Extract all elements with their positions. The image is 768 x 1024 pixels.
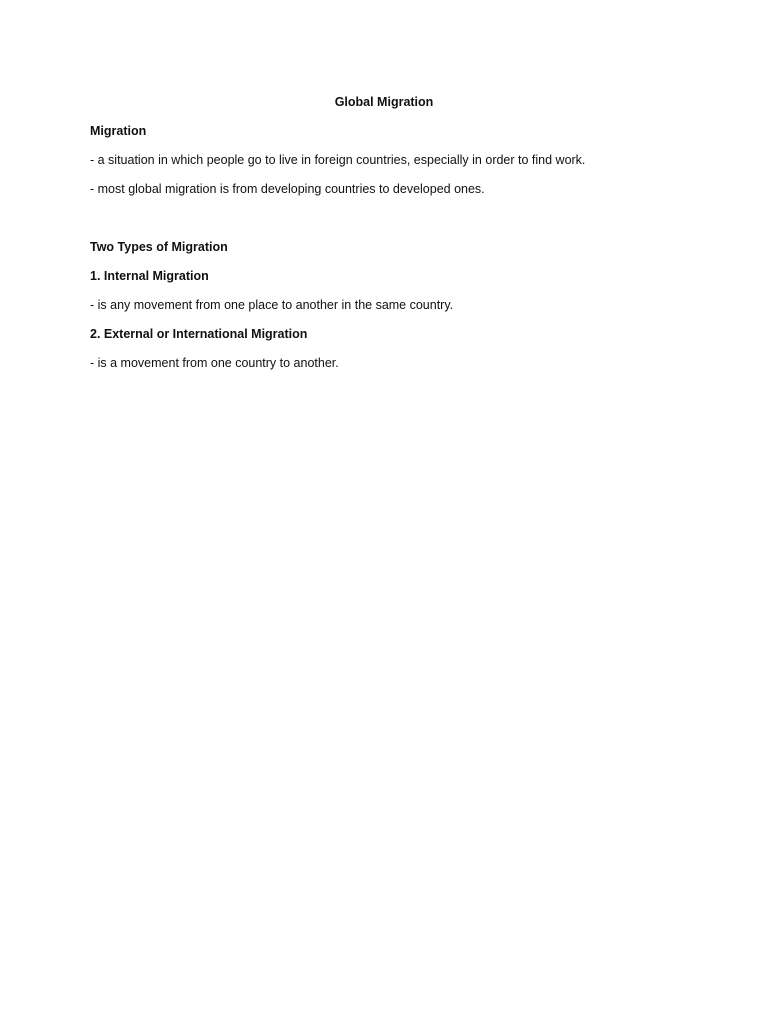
- migration-definition: - a situation in which people go to live in foreign countries, especially in order to find work.: [90, 153, 586, 167]
- section-heading-types: Two Types of Migration: [90, 240, 228, 254]
- section-heading-migration: Migration: [90, 124, 147, 138]
- document-title: Global Migration: [334, 95, 434, 109]
- type-heading-external: 2. External or International Migration: [90, 327, 308, 341]
- type-description-internal: - is any movement from one place to another in the same country.: [90, 298, 454, 312]
- type-description-external: - is a movement from one country to another.: [90, 356, 339, 370]
- migration-fact: - most global migration is from developing countries to developed ones.: [90, 182, 485, 196]
- type-heading-internal: 1. Internal Migration: [90, 269, 209, 283]
